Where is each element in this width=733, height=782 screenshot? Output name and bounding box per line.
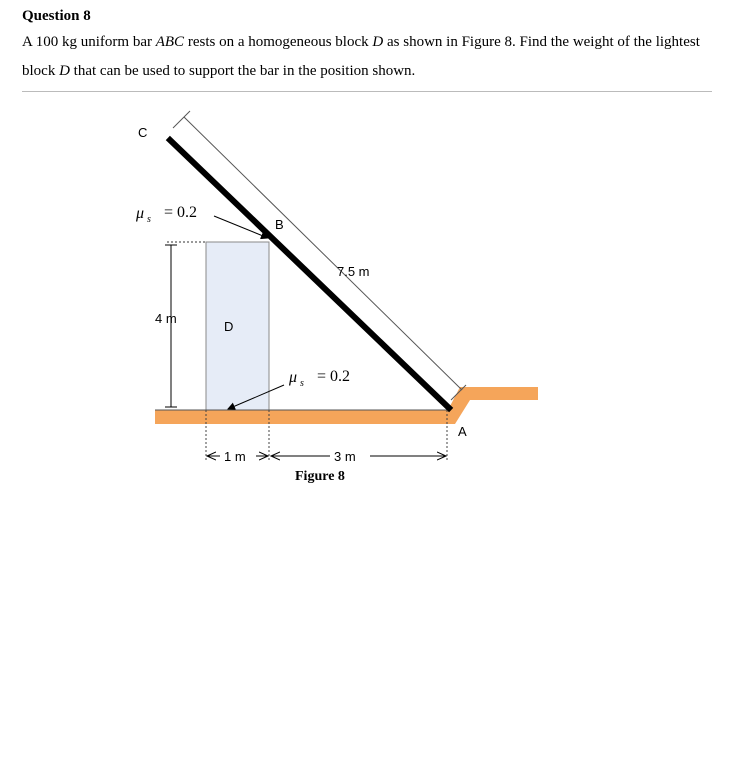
question-text-italic: D — [59, 63, 70, 79]
friction-bottom-sub: s — [300, 378, 304, 389]
friction-top-mu: μ — [136, 205, 145, 222]
figure-caption: Figure 8 — [295, 469, 345, 484]
question-text-italic: D — [372, 34, 384, 50]
block-height-label: 4 m — [155, 311, 177, 326]
ground-left — [155, 410, 448, 424]
question-title: Question 8 — [22, 8, 91, 24]
label-c: C — [138, 125, 148, 140]
friction-bottom-value: = 0.2 — [317, 368, 351, 385]
label-a: A — [458, 424, 467, 439]
friction-top-sub: s — [147, 214, 151, 225]
question-text-segment: A 100 kg uniform bar — [22, 34, 156, 50]
question-text-segment: as shown in Figure 8. Find the weight of the lightest block — [22, 34, 700, 79]
label-d: D — [224, 319, 234, 334]
gap-width-label: 3 m — [334, 449, 356, 464]
block-d — [206, 242, 269, 410]
friction-bottom-mu: μ — [289, 369, 298, 386]
bar-dim-tick-c — [173, 111, 190, 128]
question-text-segment: that can be used to support the bar in the position shown. — [69, 63, 416, 79]
friction-top-value: = 0.2 — [164, 204, 198, 221]
bar-length-label: 7.5 m — [337, 264, 370, 279]
label-b: B — [275, 217, 284, 232]
question-text-italic: ABC — [155, 34, 185, 50]
block-width-label: 1 m — [224, 449, 246, 464]
question-text-segment: rests on a homogeneous block — [184, 34, 373, 50]
ground-right-raised — [460, 387, 538, 400]
